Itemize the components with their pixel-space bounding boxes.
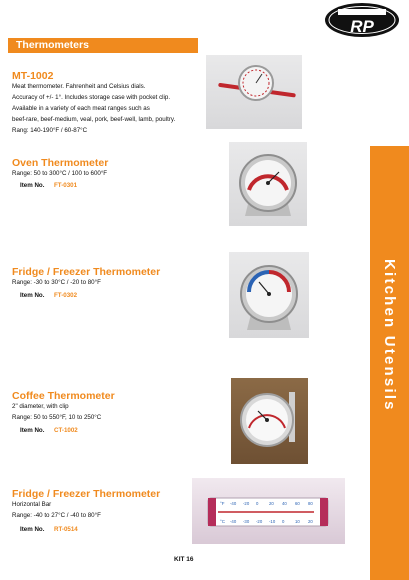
product-title: Oven Thermometer (12, 157, 109, 169)
scale-tick-label: -30 (243, 519, 250, 524)
product-title: Fridge / Freezer Thermometer (12, 266, 161, 278)
bar-thermometer-illustration (192, 478, 345, 544)
scale-tick-label: -40 (230, 519, 237, 524)
coffee-thermometer-illustration (231, 378, 308, 464)
item-number-label: Item No. (20, 182, 45, 189)
scale-tick-label: 0 (282, 519, 285, 524)
product-desc-line: Meat thermometer. Fahrenheit and Celsius dials. (12, 83, 146, 90)
product-range: Range: 50 to 300°C / 100 to 600°F (12, 170, 108, 177)
item-number-code: FT-0301 (54, 182, 78, 189)
celsius-label: °C (220, 519, 226, 524)
scale-tick-label: 0 (256, 501, 259, 506)
meat-thermometer-illustration (206, 55, 302, 129)
product-range: Range: 50 to 550°F, 10 to 250°C (12, 414, 102, 421)
page-number: KIT 16 (174, 556, 194, 563)
section-header: Thermometers (8, 38, 198, 53)
item-number-code: FT-0302 (54, 292, 78, 299)
rp-logo (324, 2, 400, 38)
product-desc-line: Rang: 140-190°F / 60-87°C (12, 127, 88, 134)
oven-thermometer-illustration (229, 142, 307, 226)
scale-tick-label: 40 (282, 501, 287, 506)
bar-thermometer-photo (192, 478, 345, 544)
item-number-code: CT-1002 (54, 427, 78, 434)
product-desc-line: Available in a variety of each meat ranges such as (12, 105, 150, 112)
item-number-label: Item No. (20, 526, 45, 533)
product-range: Range: -30 to 30°C / -20 to 80°F (12, 279, 101, 286)
item-number-code: RT-0514 (54, 526, 78, 533)
scale-tick-label: 20 (269, 501, 274, 506)
product-range: Range: -40 to 27°C / -40 to 80°F (12, 512, 101, 519)
product-desc-line: Accuracy of +/- 1°. Includes storage case with pocket clip. (12, 94, 171, 101)
scale-tick-label: 60 (295, 501, 300, 506)
logo-text: RP (350, 17, 374, 36)
product-desc-line: Horizontal Bar (12, 501, 52, 508)
item-number-label: Item No. (20, 427, 45, 434)
coffee-thermometer-photo (231, 378, 308, 464)
fridge-thermometer-illustration (229, 252, 309, 338)
product-title: Fridge / Freezer Thermometer (12, 488, 161, 500)
scale-tick-label: -20 (243, 501, 250, 506)
item-number-label: Item No. (20, 292, 45, 299)
scale-tick-label: -40 (230, 501, 237, 506)
scale-tick-label: -20 (256, 519, 263, 524)
fridge-thermometer-photo (229, 252, 309, 338)
scale-tick-label: 10 (295, 519, 300, 524)
fahrenheit-label: °F (220, 501, 225, 506)
product-desc-line: beef-rare, beef-medium, veal, pork, beef-well, lamb, poultry. (12, 116, 176, 123)
meat-thermometer-photo (206, 55, 302, 129)
oven-thermometer-photo (229, 142, 307, 226)
product-title: Coffee Thermometer (12, 390, 115, 402)
scale-tick-label: 20 (308, 519, 313, 524)
category-label: Kitchen Utensils (381, 258, 398, 412)
product-title: MT-1002 (12, 70, 54, 82)
product-desc-line: 2" diameter, with clip (12, 403, 69, 410)
scale-tick-label: -10 (269, 519, 276, 524)
scale-tick-label: 80 (308, 501, 313, 506)
